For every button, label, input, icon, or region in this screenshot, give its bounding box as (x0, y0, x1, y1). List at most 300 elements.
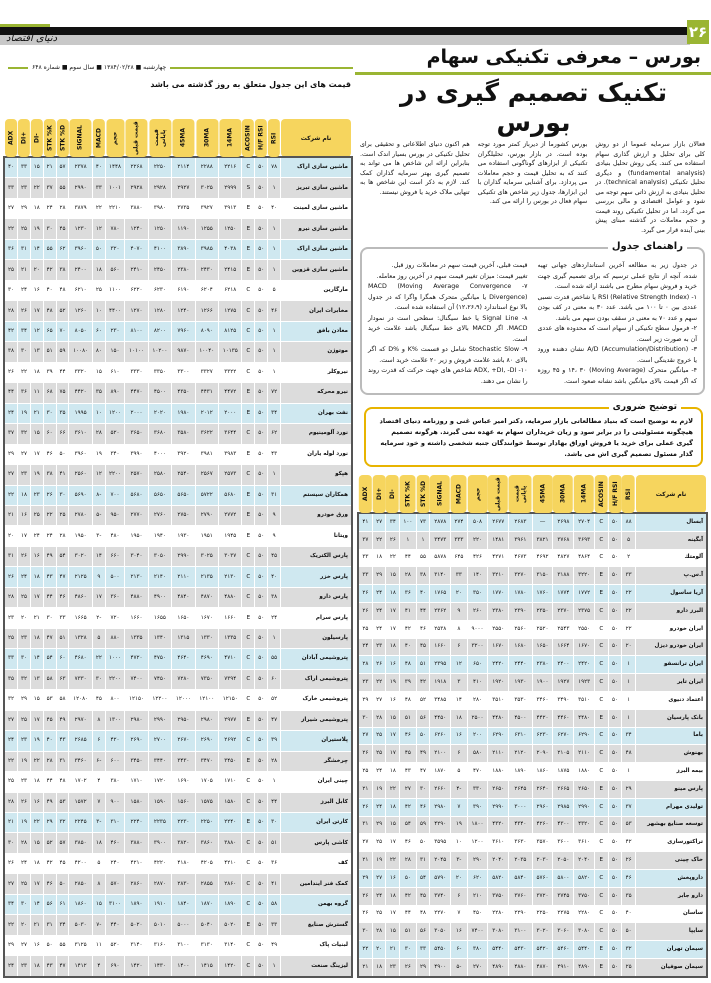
table-cell: ۳۳۲۰ (74, 368, 87, 375)
company-name: ماشین سازی اراک (281, 240, 351, 259)
table-cell: -۲ (96, 614, 102, 621)
table-cell: ۸۸ (622, 514, 635, 531)
table-cell: ۱۹۲۳ (574, 674, 594, 691)
table-cell: ۵۸۰ (468, 745, 488, 762)
table-cell: ۶۰ (268, 670, 280, 689)
company-name: هپکو (281, 465, 351, 484)
table-cell: ۲۸۶۰ (125, 874, 147, 893)
table-cell: ۲۶ (44, 486, 56, 505)
table-cell: ۳۳ (417, 941, 430, 958)
table-row (5, 690, 351, 709)
table-cell: ۱۸ (33, 860, 40, 867)
table-cell: ۲۹۹۹ (219, 178, 241, 197)
table-cell: ۴۲۰۵ (200, 860, 213, 867)
table-cell: ۲۱۰ (468, 888, 488, 905)
company-name: نورد آلومینیوم (281, 424, 351, 443)
table-cell: C (595, 532, 608, 549)
table-cell: ۲۶۶۵ (553, 781, 573, 798)
table-cell: ۵۷۹۰ (430, 870, 450, 887)
table-cell: ۱۲۵۰ (149, 219, 171, 238)
table-cell: ۲۶۴۵ (509, 781, 532, 798)
table-cell: ۳۴۶۰ (69, 752, 91, 771)
company-name: ماشین سازی تبریز (281, 178, 351, 197)
table-cell: C (242, 629, 254, 648)
table-cell: C (242, 342, 254, 361)
table-cell: ۱ (400, 532, 416, 549)
table-cell: ۱۶۶۴ (553, 639, 573, 656)
table-cell: ۲۰۵۰ (553, 852, 573, 869)
table-cell: ۵۵ (44, 240, 56, 259)
table-cell: ۵۲ (420, 696, 427, 703)
dateline-text: چهارشنبه ■ ۱۳۸۴/۰۲/۲۸ ■ سال سوم ■ شماره ۶۴۸ (32, 64, 167, 71)
table-cell: ۴۲ (400, 799, 416, 816)
table-cell: ۳ (451, 674, 467, 691)
table-cell: ۱۸ (386, 888, 399, 905)
table-cell: ۲۴ (373, 888, 386, 905)
table-cell: ۴۵ (59, 860, 66, 867)
table-cell: ۵۰ (609, 728, 622, 745)
table-row (5, 772, 351, 791)
table-cell: ۵۵ (268, 649, 280, 668)
company-name: ماشین سازی اراک (281, 158, 351, 177)
table-cell: ۵۰ (609, 799, 622, 816)
table-cell: ۲۵۴۳ (557, 625, 570, 632)
company-name: داروپخش (636, 870, 706, 887)
table-cell: ۳۱۴۰ (224, 942, 237, 949)
table-cell: ۴۵ (44, 711, 56, 730)
column-header: قیمت پایانی (149, 119, 171, 157)
table-cell: ۱ (417, 532, 430, 549)
table-cell: ۲۰۳۵ (509, 852, 532, 869)
table-cell: ۳۱ (359, 817, 372, 834)
table-cell: ۱۱۹۰ (172, 219, 194, 238)
table-cell: ۲۰ (20, 614, 27, 621)
table-cell: ۱۹ (373, 852, 386, 869)
table-cell: ۱۲ (31, 322, 43, 341)
table-cell: ۵۰ (609, 870, 622, 887)
table-cell: ۴۵ (400, 745, 416, 762)
table-cell: ۳۲ (622, 941, 635, 958)
table-cell: ۲۲ (31, 178, 43, 197)
table-cell: ۳۶۱۰ (492, 839, 505, 846)
table-cell: ۲۸ (5, 301, 17, 320)
column-header: MACD (93, 119, 105, 157)
table-cell: ۳۱ (44, 915, 56, 934)
table-cell: ۱۵ (386, 923, 399, 940)
table-cell: E (595, 567, 608, 584)
table-cell: ۳۷۶۰ (509, 888, 532, 905)
table-cell: ۲۲ (31, 813, 43, 832)
table-cell: ۵۰ (255, 588, 267, 607)
table-cell: ۲۵ (95, 287, 102, 294)
table-cell: ۲۲ (373, 674, 386, 691)
table-cell: ۴۲۰۰ (74, 860, 87, 867)
table-cell: ۵۳ (46, 696, 53, 703)
table-cell: ۳۰ (18, 895, 30, 914)
header-bar (0, 27, 690, 35)
table-cell: ۲۵۳۸ (434, 625, 447, 632)
table-cell: ۲۳۶۲ (430, 603, 450, 620)
table-cell: ۳۰ (359, 710, 372, 727)
table-cell: ۱ (268, 342, 280, 361)
table-cell: E (242, 486, 254, 505)
table-cell: ۲۸ (400, 567, 416, 584)
table-cell: ۲۶۹۰ (125, 731, 147, 750)
table-cell: ۳۴۳۰ (172, 752, 194, 771)
table-cell: ۳۸۸۰ (125, 833, 147, 852)
table-cell: ۴۰ (44, 731, 56, 750)
table-cell: ۴۲ (5, 322, 17, 341)
table-cell: ۲۸ (59, 532, 66, 539)
table-cell: ۲۷ (373, 870, 386, 887)
table-cell: ۲۶۵۰ (574, 781, 594, 798)
table-cell: ۶۶۰ (106, 547, 124, 566)
table-cell: ۷۳ (417, 514, 430, 531)
table-cell: ۵۰ (46, 942, 53, 949)
table-cell: -۸ (93, 486, 105, 505)
table-cell: ۵۰ (255, 649, 267, 668)
table-cell: ۳۰۲۵ (196, 178, 218, 197)
table-cell: ۳۲ (18, 424, 30, 443)
table-cell: ۲۶ (18, 793, 30, 812)
table-cell: C (242, 731, 254, 750)
table-cell: ۲۹۵۰ (172, 711, 194, 730)
table-cell: ۳۳ (18, 158, 30, 177)
table-cell: ۴۳ (44, 956, 56, 975)
table-cell: ۳۰۲۰ (69, 547, 91, 566)
table-cell: ۳۳ (268, 915, 280, 934)
table-cell: ۲۸۳۰ (172, 874, 194, 893)
table-cell: ۳۰ (46, 614, 53, 621)
table-cell: ۲۵ (8, 778, 15, 785)
table-cell: C (242, 649, 254, 668)
table-cell: C (595, 745, 608, 762)
table-cell: ۲۲۶۸ (125, 158, 147, 177)
table-cell: ۶۲۶۰ (430, 728, 450, 745)
table-cell: ۵۰ (258, 942, 265, 949)
company-name: مخابرات ایران (281, 301, 351, 320)
table-cell: ۴۷۰ (473, 768, 483, 775)
table-row (5, 465, 351, 484)
table-cell: ۴۸ (59, 287, 66, 294)
table-cell: ۷۲۸۰ (172, 670, 194, 689)
table-cell: ۵۰ (255, 752, 267, 771)
table-cell: ۲۶ (359, 888, 372, 905)
table-cell: ۱۴۱۲ (69, 956, 91, 975)
table-cell: ۱۲۶۰ (69, 301, 91, 320)
table-cell: ۵۰ (609, 923, 622, 940)
company-name: مارگارین (323, 287, 348, 294)
table-cell: ۱۸ (33, 778, 40, 785)
table-cell: ۴۷۵۰ (149, 649, 171, 668)
table-cell: ۳۱ (417, 852, 430, 869)
table-cell: ۲۵۴۰ (172, 465, 194, 484)
table-cell: ۶۹۰ (106, 956, 124, 975)
table-cell: ۶ (451, 639, 467, 656)
table-cell: ۱۸۴۰ (172, 895, 194, 914)
company-name: ماشین سازی لمینت (293, 205, 348, 212)
table-cell: ۲۴ (33, 532, 40, 539)
table-cell: ۵۰ (255, 956, 267, 975)
table-cell: ۳۰ (417, 781, 430, 798)
table-cell: ۲۴۳۰ (196, 260, 218, 279)
table-cell: ۲۷۰۴ (574, 514, 594, 531)
table-cell: ۴۳۲۰ (488, 817, 508, 834)
table-cell: ۲۳۷۰ (553, 603, 573, 620)
table-cell: ۲۵ (373, 745, 386, 762)
table-row (5, 486, 351, 505)
table-cell: ۴۰ (46, 287, 53, 294)
table-cell: ۲۱۱۰ (172, 567, 194, 586)
table-cell: ۶۲۳۰ (533, 728, 553, 745)
table-row (5, 424, 351, 443)
table-cell: E (242, 404, 254, 423)
table-cell: ۳۰۲۰ (533, 923, 553, 940)
table-cell: ۲۳ (8, 614, 15, 621)
table-row (359, 585, 706, 602)
table-cell: ۵۰ (255, 895, 267, 914)
table-cell: ۲۱۴۰ (149, 567, 171, 586)
table-row (5, 731, 351, 750)
table-cell: ۵۸۷۸ (434, 554, 447, 561)
table-row (5, 199, 351, 218)
table-cell: ۴۸ (622, 745, 635, 762)
table-cell: ۲۲۱۰ (108, 205, 121, 212)
stock-table-right (358, 474, 707, 977)
table-cell: ۲۱ (31, 404, 43, 423)
guide-column-right: در جدول زیر به مطالعه آخرین استانداردهای جهانی تهیه شده، آنچه از نتایج عملی ترسیم که برای تصمیم گیری جهت خرید و فروش سهام مطرح می باشند ارائه شده است. ۱- RSI (Relative Strength Index) یا شاخص قدرت نسبی عددی بین ۰ تا ۱۰۰ می باشد. عدد ۳۰ به معنی در کف بودن سهم و عدد ۷۰ به معنی در سقف بودن سهم می باشد. ۲- فرمول سطح تکنیکی از سهام است که محدوده های عددی آن به صورت زیر است. ۳- A/D (Accumulation/Distribution) نشان دهنده ورود یا خروج نقدینگی است. ۴- میانگین متحرک (Moving Average) ۱۴، ۳۰ و ۴۵ روزه که اگر قیمت بالای میانگین باشد نشانه صعود است. (537, 262, 698, 385)
table-cell: ۱۶۵۵ (153, 614, 166, 621)
table-cell: ۶۲۹۰ (574, 728, 594, 745)
table-cell: ۲۰۹۰ (533, 745, 553, 762)
table-cell: ۱۶۶۰ (224, 614, 237, 621)
table-cell: ۲۲۳۵ (149, 813, 171, 832)
table-cell: ۵۷ (57, 833, 69, 852)
table-row (359, 745, 706, 762)
table-cell: C (599, 625, 604, 632)
table-cell: ۱۳۲۸ (69, 629, 91, 648)
table-cell: ۴۳ (44, 567, 56, 586)
table-cell: ۱۳۴۰ (149, 629, 171, 648)
table-cell: ۴۰ (417, 585, 430, 602)
table-cell: ۳۸ (268, 588, 280, 607)
table-cell: ۲۴ (5, 731, 17, 750)
table-cell: ۳۹۸۵ (196, 240, 218, 259)
table-cell: ۳۹ (400, 674, 416, 691)
table-cell: ۱۹۵۰ (130, 532, 143, 539)
table-cell: ۶ (451, 745, 467, 762)
column-header: ACOSIN (595, 475, 608, 513)
table-cell: ۲۷ (359, 728, 372, 745)
table-cell: ۲۲ (386, 852, 399, 869)
column-header: قیمت پایانی (509, 475, 532, 513)
table-cell: ۴۷ (57, 956, 69, 975)
company-name: آبسال (636, 514, 706, 531)
table-cell: ۱۸۷۰ (434, 768, 447, 775)
table-cell: C (595, 888, 608, 905)
column-header: RSI (622, 475, 635, 513)
table-cell: ۵۰ (255, 383, 267, 402)
table-row (359, 710, 706, 727)
company-name: بانک پارسیان (636, 710, 706, 727)
table-cell: C (246, 287, 251, 294)
table-cell: ۲۱۳۵ (196, 567, 218, 586)
table-cell: ۱۲ (93, 465, 105, 484)
table-cell: ۱۹۴۰ (153, 532, 166, 539)
table-cell: ۲۴۲۰ (488, 656, 508, 673)
table-cell: ۲۲۰۰ (106, 465, 124, 484)
table-cell: ۲۱ (5, 506, 17, 525)
table-cell: ۲۶ (18, 301, 30, 320)
table-cell: ۲۲ (93, 649, 105, 668)
table-cell: ۱۶۷۰ (488, 639, 508, 656)
table-cell: ۱۲۰۰ (106, 404, 124, 423)
table-cell: ۳۳ (59, 614, 66, 621)
table-cell: ۷۲ (268, 383, 280, 402)
table-cell: ۱۵ (386, 817, 399, 834)
table-cell: ۳۷۲۰ (533, 888, 553, 905)
table-cell: ۲۷ (373, 514, 386, 531)
table-cell: ۲۲ (386, 781, 399, 798)
table-cell: ۴۲ (404, 625, 411, 632)
table-cell: ۴ (93, 956, 105, 975)
column-header: قیمت قبلی (125, 119, 147, 157)
table-cell: ۵ (272, 287, 276, 294)
table-cell: ۲۵۵۰ (492, 625, 505, 632)
table-cell: ۱ (268, 322, 280, 341)
table-cell: ۳۰ (44, 219, 56, 238)
table-cell: ۱۶۶۵ (74, 614, 87, 621)
table-cell: ۴۵ (95, 696, 102, 703)
table-cell: ۳۸۲۰ (172, 833, 194, 852)
company-name: تراکتورسازی (667, 839, 703, 846)
table-cell: ۳۱۵۰ (533, 567, 553, 584)
table-row (5, 895, 351, 914)
table-cell: ۱۵ (95, 368, 102, 375)
table-cell: ۱۴۲۰ (219, 956, 241, 975)
table-cell: ۲۸ (93, 424, 105, 443)
table-cell: ۱۸ (93, 833, 105, 852)
table-cell: ۳۰ (93, 670, 105, 689)
table-cell: ۲۷ (5, 465, 17, 484)
table-cell: ۶۶ (57, 424, 69, 443)
table-cell: ۳۳ (622, 567, 635, 584)
column-header: RSI (268, 119, 280, 157)
table-cell: ۳۰۸۰ (574, 923, 594, 940)
table-cell: ۴۷ (268, 711, 280, 730)
table-cell: ۴ (97, 778, 101, 785)
table-cell: ۵۰ (258, 778, 265, 785)
table-cell: — (533, 514, 553, 531)
table-cell: ۳۵۳۰ (514, 696, 527, 703)
table-cell: ۲۸ (59, 205, 66, 212)
table-cell: C (242, 956, 254, 975)
table-cell: ۴۹ (44, 547, 56, 566)
table-row (359, 959, 706, 976)
article-column: بورس کشورما از دیرباز کمتر مورد توجه بوده است. در بازار بورس، تحلیلگران تکنیکی از ابزارهای گوناگونی استفاده می کنند که به تحلیل قیمت و حجم معاملات می پردازد. برای آشنایی سرمایه گذاران با این ابزارها، جدول زیر شاخص های تکنیکی سهام فعال در بورس را ارائه می کند. (477, 141, 588, 205)
table-cell: ۷۴۰۰ (125, 670, 147, 689)
table-cell: ۱۶۵۰ (533, 639, 553, 656)
table-cell: ۲۲ (389, 554, 396, 561)
table-cell: ۱۰۲۰۰ (149, 342, 171, 361)
table-cell: ۵۰ (611, 696, 618, 703)
table-cell: ۱۴۱۵ (196, 956, 218, 975)
table-row (5, 445, 351, 464)
table-cell: ۶۲۱۸ (224, 287, 237, 294)
table-cell: ۳۶۹۳ (574, 532, 594, 549)
table-cell: ۲۲ (31, 752, 43, 771)
table-cell: ۱۷۲۰ (153, 778, 166, 785)
table-cell: ۲۸۷۸ (430, 514, 450, 531)
table-cell: ۱۹ (31, 465, 43, 484)
table-cell: ۲۵ (373, 728, 386, 745)
table-cell: ۲۷۷۲ (219, 506, 241, 525)
table-cell: ۵۰ (609, 639, 622, 656)
table-cell: ۵۰ (258, 287, 265, 294)
table-cell: ۲۲۷۰ (434, 910, 447, 917)
table-cell: ۵۴۳۰ (509, 941, 532, 958)
table-cell: ۶۲۰۴ (200, 287, 213, 294)
table-cell: ۳۵۹۵ (434, 839, 447, 846)
company-name: ویتانا (333, 532, 348, 539)
table-cell: ۳۳۰ (468, 781, 488, 798)
table-cell: ۷۴۰۰ (468, 923, 488, 940)
table-cell: ۵۴ (417, 870, 430, 887)
table-cell: ۲۳۸۰ (172, 260, 194, 279)
table-cell: ۳۷ (622, 799, 635, 816)
table-cell: ۱۶ (389, 696, 396, 703)
table-cell: ۲۵۵۰ (578, 625, 591, 632)
table-cell: ۱۷ (31, 588, 43, 607)
table-cell: ۱۸۷۵ (557, 768, 570, 775)
table-cell: ۳۲۰۰ (468, 639, 488, 656)
table-cell: E (246, 614, 251, 621)
table-cell: ۳۵ (93, 383, 105, 402)
company-name: پارس سرام (315, 614, 348, 621)
table-cell: ۱ (268, 465, 280, 484)
table-cell: ۲۵۶۰ (514, 625, 527, 632)
table-cell: ۲۱ (359, 852, 372, 869)
table-cell: ۸ (457, 625, 461, 632)
table-cell: ۴۴ (268, 793, 280, 812)
table-cell: ۲۸ (373, 710, 386, 727)
table-cell: ۵۷۰ (106, 874, 124, 893)
table-cell: ۸۲۰۰ (149, 322, 171, 341)
table-cell: ۲۰ (18, 915, 30, 934)
table-cell: E (242, 711, 254, 730)
table-cell: ۲۳ (18, 629, 30, 648)
table-cell: ۳۵ (57, 404, 69, 423)
table-cell: ۴۴۸۰ (488, 710, 508, 727)
table-cell: C (242, 895, 254, 914)
table-cell: ۴۰ (271, 205, 278, 212)
company-name: بیمه البرز (676, 768, 703, 775)
table-cell: E (242, 915, 254, 934)
table-cell: C (595, 817, 608, 834)
table-cell: ۵۸۰۰ (553, 870, 573, 887)
table-cell: ۴۷ (44, 629, 56, 648)
table-cell: ۵۰ (255, 322, 267, 341)
table-cell: ۵۰ (420, 839, 427, 846)
disclaimer-text: لازم به توضیح است که بنیاد مطالعاتی بازار سرمایه، دکتر امیر عباس غنی و روزنامه دنیای اقتصاد هیچگونه مسئولیتی را در برابر سود و زیان خریداران سهام به عهده نمی گیرند. هرگونه تصمیم گیری عملی برای خرید یا فروش اوراق بهادار توسط خوانندگان جنبه شخصی داشته و خود سرمایه گذار مسئول تصمیم گیری اش می باشد. (379, 417, 693, 458)
table-cell: ۵۷ (57, 158, 69, 177)
table-cell: ۵۴۵۰ (430, 941, 450, 958)
table-cell: ۲۹ (362, 696, 369, 703)
table-cell: ۴۸۷۰ (196, 588, 218, 607)
table-cell: ۲۳ (359, 674, 372, 691)
table-cell: ۱۹ (451, 817, 467, 834)
column-header: H/F RSI (609, 475, 622, 513)
